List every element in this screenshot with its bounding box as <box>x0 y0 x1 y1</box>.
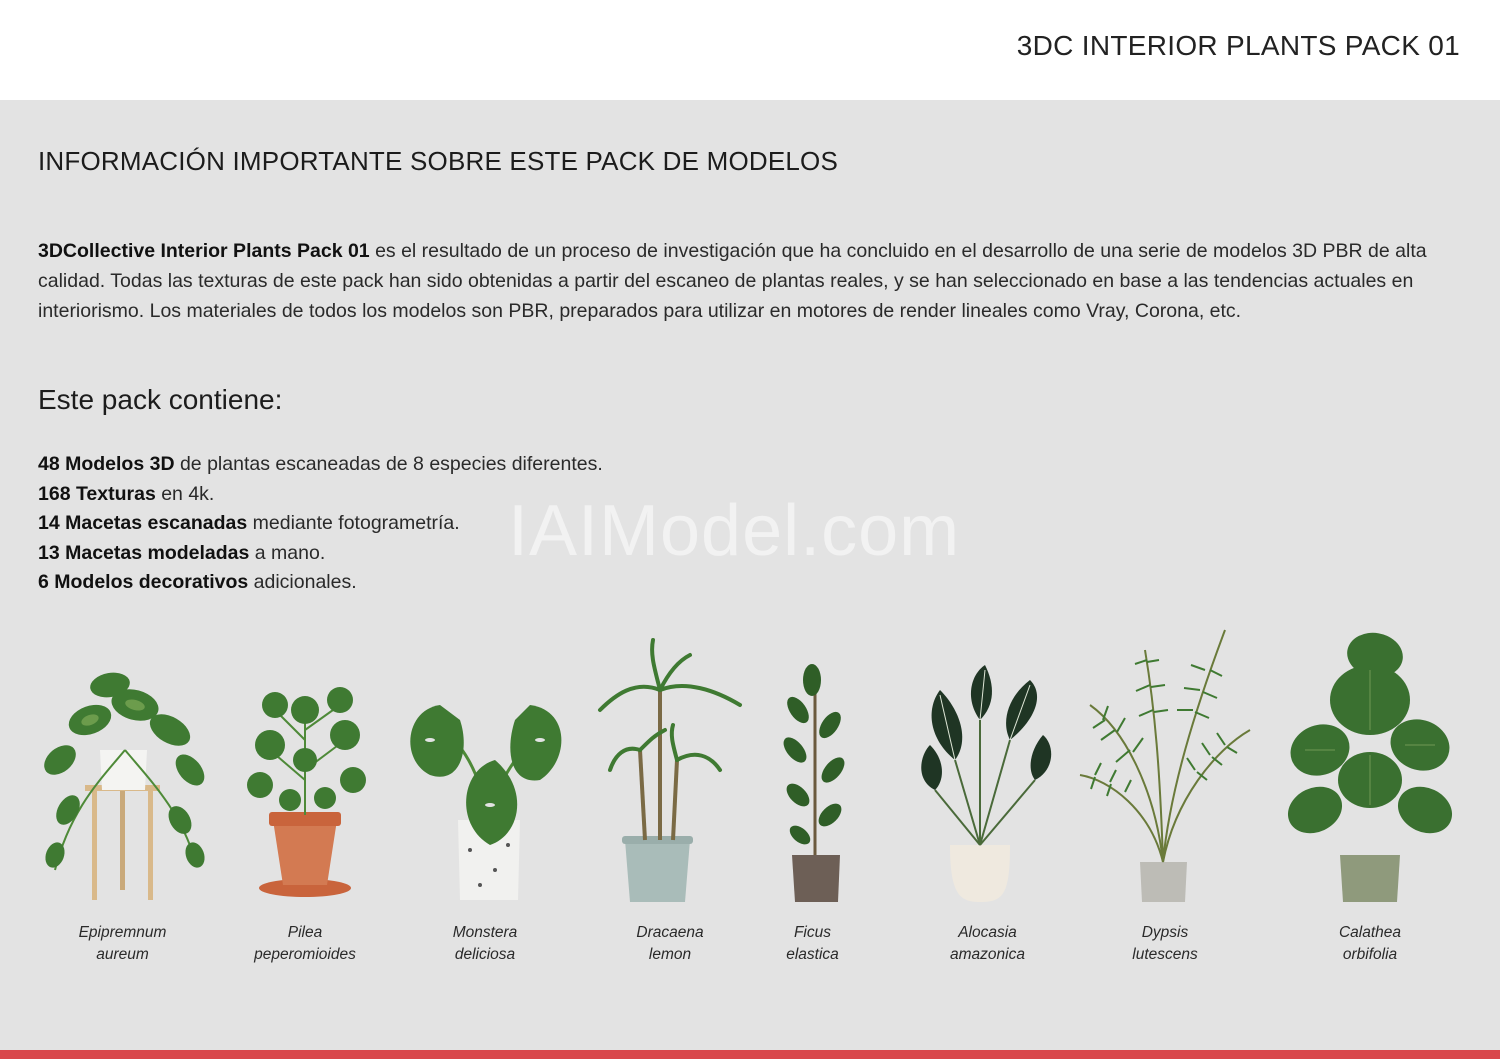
plant-species: lutescens <box>1132 946 1198 963</box>
calathea-plant-icon <box>1285 610 1455 910</box>
plant-label <box>1075 922 1255 966</box>
plant-label <box>595 922 745 966</box>
contents-item-bold: 13 Macetas modeladas <box>38 541 250 564</box>
dracaena-plant-icon <box>595 610 745 910</box>
intro-bold: 3DCollective Interior Plants Pack 01 <box>38 240 370 262</box>
plant-genus: Dracaena <box>636 924 704 941</box>
plant-label <box>915 922 1060 966</box>
plant-card-epipremnum <box>30 610 215 970</box>
plant-species: aureum <box>96 946 149 963</box>
monstera-plant-icon <box>400 610 570 910</box>
contents-item-text: a mano. <box>249 541 326 564</box>
pack-title: 3DC INTERIOR PLANTS PACK 01 <box>1016 30 1460 61</box>
footer-accent-bar <box>0 1050 1500 1059</box>
plant-genus: Monstera <box>452 924 518 941</box>
plant-card-pilea <box>235 610 375 970</box>
contents-item-text: adicionales. <box>248 571 357 594</box>
palm-plant-icon <box>1075 610 1255 910</box>
plant-species: peperomioides <box>254 946 356 963</box>
pilea-plant-icon <box>235 610 375 910</box>
plant-card-dracaena <box>595 610 745 970</box>
contents-item <box>38 568 603 598</box>
plant-species: lemon <box>648 946 692 963</box>
contents-item-bold: 168 Texturas <box>38 482 156 505</box>
plant-genus: Ficus <box>793 924 832 941</box>
plant-card-monstera <box>400 610 570 970</box>
ficus-plant-icon <box>770 610 855 910</box>
plant-label <box>1285 922 1455 966</box>
contents-title: Este pack contiene: <box>38 384 283 415</box>
plant-species: elastica <box>786 946 839 963</box>
plant-label <box>400 922 570 966</box>
plant-label <box>770 922 855 966</box>
plant-genus: Calathea <box>1338 924 1402 941</box>
plant-card-alocasia <box>915 610 1060 970</box>
plant-species: orbifolia <box>1342 946 1398 963</box>
plant-genus: Pilea <box>287 924 323 941</box>
plant-card-ficus <box>770 610 855 970</box>
contents-item-bold: 14 Macetas escanadas <box>38 512 248 535</box>
plant-card-dypsis <box>1075 610 1255 970</box>
intro-paragraph <box>38 236 1463 326</box>
section-title: INFORMACIÓN IMPORTANTE SOBRE ESTE PACK DE MODELOS <box>38 146 839 176</box>
watermark: IAIModel.com <box>508 491 961 571</box>
intro-text: es el resultado de un proceso de investigación que ha concluido en el desarrollo de una serie de modelos 3D PBR de alta calidad. Todas las texturas de este pack han sido obtenidas a partir del escaneo de plantas reales, y se han seleccionado en base a las tendencias actuales en interiorismo. Los materiales de todos los modelos son PBR, preparados para utilizar en motores de render lineales como Vray, Corona, etc. <box>38 240 1427 322</box>
plant-genus: Epipremnum <box>78 924 167 941</box>
plant-label <box>30 922 215 966</box>
header <box>0 0 1500 100</box>
plant-species: amazonica <box>950 946 1025 963</box>
contents-item-text: de plantas escaneadas de 8 especies diferentes. <box>174 453 603 475</box>
contents-item-bold: 6 Modelos decorativos <box>38 571 249 594</box>
pothos-plant-icon <box>30 610 215 910</box>
contents-item-bold: 48 Modelos 3D <box>38 453 175 475</box>
contents-item-text: en 4k. <box>155 482 215 505</box>
alocasia-plant-icon <box>915 610 1060 910</box>
plant-genus: Alocasia <box>958 924 1017 941</box>
contents-item-text: mediante fotogrametría. <box>247 512 460 535</box>
plant-species: deliciosa <box>454 946 516 963</box>
plant-card-calathea <box>1285 610 1455 970</box>
plant-genus: Dypsis <box>1141 924 1189 941</box>
plant-label <box>235 922 375 966</box>
contents-item <box>38 450 603 480</box>
